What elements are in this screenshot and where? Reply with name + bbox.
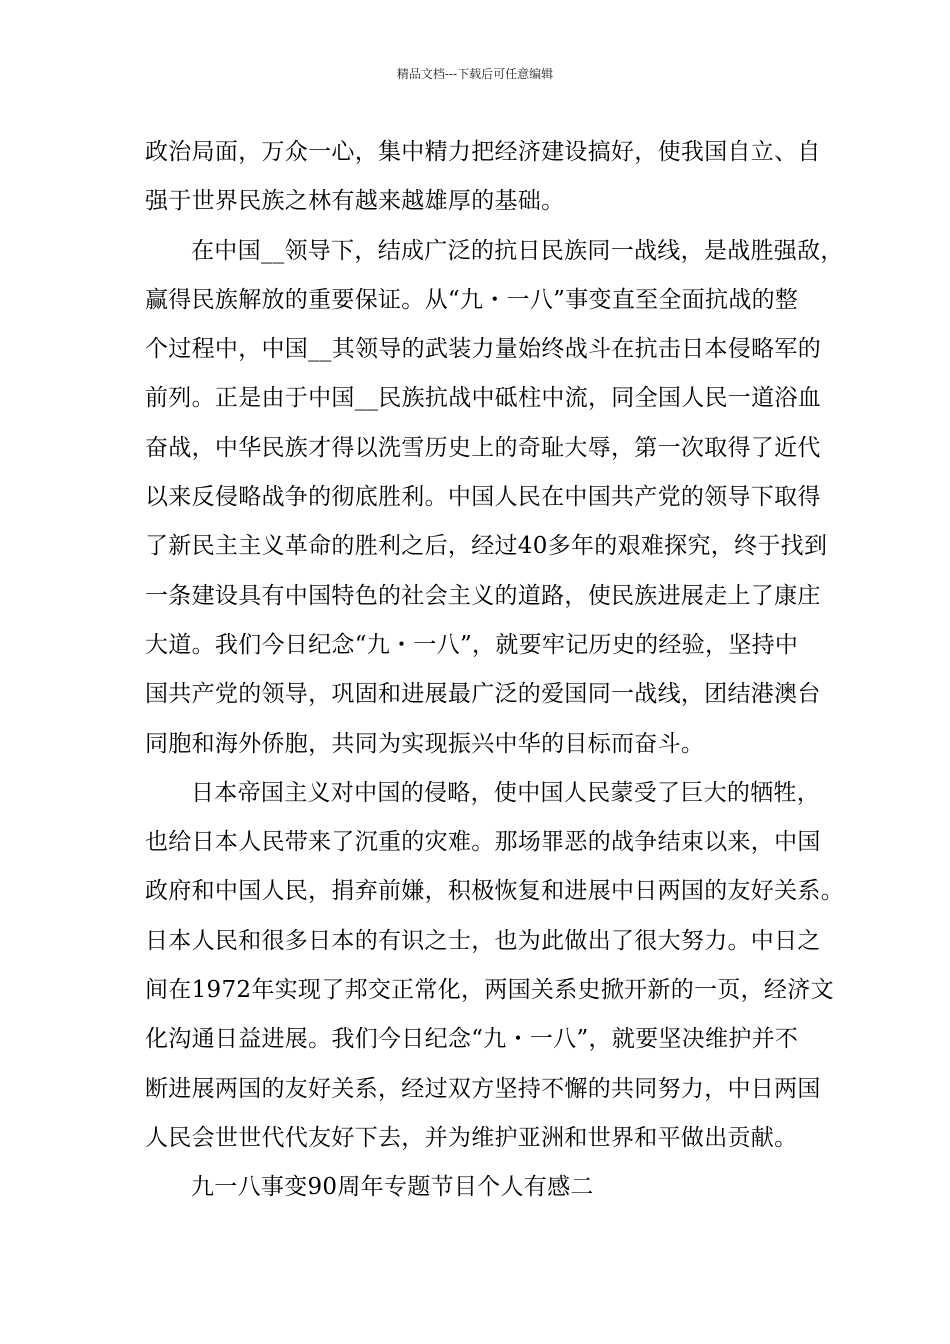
text-line: 政府和中国人民，捐弃前嫌，积极恢复和进展中日两国的友好关系。 <box>145 878 844 905</box>
text-line: 日本人民和很多日本的有识之士，也为此做出了很大努力。中日之 <box>145 927 821 954</box>
text-line: 也给日本人民带来了沉重的灾难。那场罪恶的战争结束以来，中国 <box>145 829 821 856</box>
text-line: 强于世界民族之林有越来越雄厚的基础。 <box>145 188 565 215</box>
text-line: 了新民主主义革命的胜利之后，经过40多年的艰难探究，终于找到 <box>145 533 828 560</box>
text-line: 大道。我们今日纪念“九・一八”，就要牢记历史的经验，坚持中 <box>145 631 799 658</box>
text-line: 日本帝国主义对中国的侵略，使中国人民蒙受了巨大的牺牲， <box>191 779 821 806</box>
text-line: 奋战，中华民族才得以洗雪历史上的奇耻大辱，第一次取得了近代 <box>145 434 821 461</box>
text-line: 个过程中，中国__其领导的武装力量始终战斗在抗击日本侵略军的 <box>145 336 821 363</box>
text-line: 九一八事变90周年专题节目个人有感二 <box>191 1174 594 1201</box>
text-line: 以来反侵略战争的彻底胜利。中国人民在中国共产党的领导下取得 <box>145 484 821 511</box>
text-line: 前列。正是由于中国__民族抗战中砥柱中流，同全国人民一道浴血 <box>145 385 821 412</box>
page-header: 精品文档---下载后可任意编辑 <box>396 67 554 81</box>
text-line: 在中国__领导下，结成广泛的抗日民族同一战线，是战胜强敌， <box>191 237 844 264</box>
text-line: 间在1972年实现了邦交正常化，两国关系史掀开新的一页，经济文 <box>145 977 834 1004</box>
text-line: 赢得民族解放的重要保证。从“九・一八”事变直至全面抗战的整 <box>145 286 799 313</box>
text-line: 断进展两国的友好关系，经过双方坚持不懈的共同努力，中日两国 <box>145 1075 821 1102</box>
text-line: 国共产党的领导，巩固和进展最广泛的爱国同一战线，团结港澳台 <box>145 681 821 708</box>
text-line: 人民会世世代代友好下去，并为维护亚洲和世界和平做出贡献。 <box>145 1124 798 1151</box>
text-line: 政治局面，万众一心，集中精力把经济建设搞好，使我国自立、自 <box>145 139 821 165</box>
text-line: 同胞和海外侨胞，共同为实现振兴中华的目标而奋斗。 <box>145 730 705 757</box>
text-line: 化沟通日益进展。我们今日纪念“九・一八”，就要坚决维护并不 <box>145 1026 799 1053</box>
document-body <box>145 128 844 1213</box>
text-line: 一条建设具有中国特色的社会主义的道路，使民族进展走上了康庄 <box>145 582 821 609</box>
